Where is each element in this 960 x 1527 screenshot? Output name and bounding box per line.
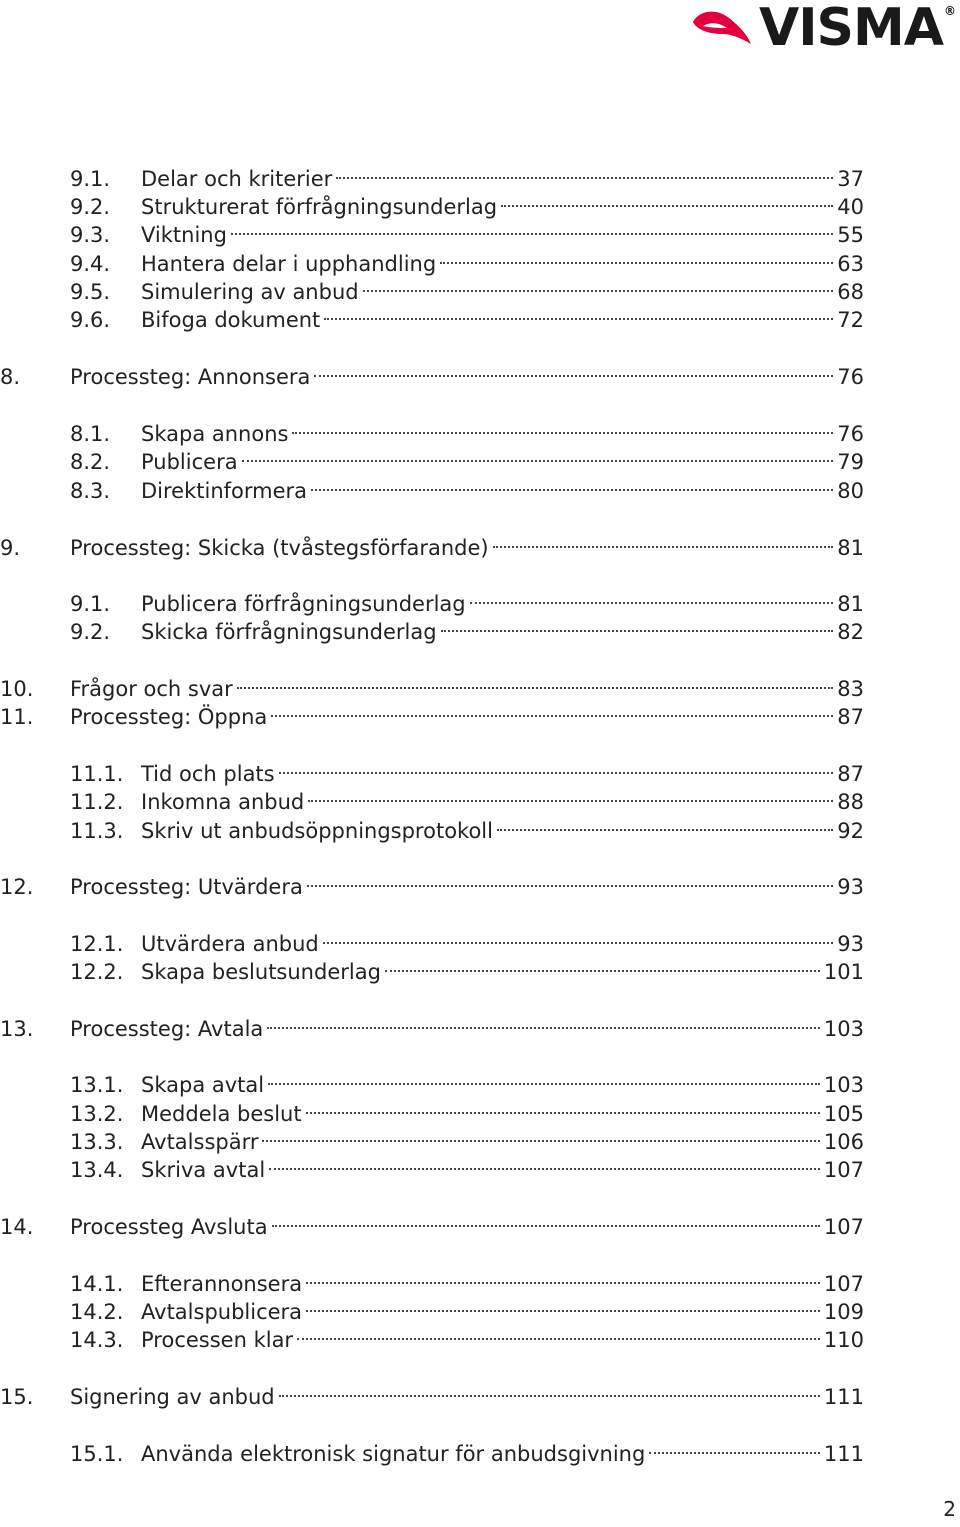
toc-entry-page: 111 [823, 1385, 864, 1409]
toc-entry[interactable] [0, 1376, 864, 1409]
toc-entry-number: 11.2. [70, 790, 124, 814]
toc-entry-title: Efterannonsera [141, 1272, 303, 1296]
toc-entry-title: Processteg: Utvärdera [70, 875, 303, 899]
toc-entry-title: Direktinformera [141, 479, 308, 503]
toc-entry-number: 15.1. [70, 1442, 124, 1466]
toc-entry-number: 8. [0, 365, 21, 389]
toc-entry-title: Viktning [141, 223, 227, 247]
toc-dot-leader [497, 810, 833, 838]
toc-dot-leader [269, 1149, 820, 1177]
toc-entry-number: 12. [0, 875, 34, 899]
toc-entry-page: 55 [837, 223, 864, 247]
toc-entry-page: 109 [823, 1300, 864, 1324]
toc-entry-page: 76 [837, 365, 864, 389]
toc-dot-leader [279, 1376, 820, 1404]
toc-entry-title: Meddela beslut [141, 1102, 302, 1126]
toc-entry-number: 13.1. [70, 1073, 124, 1097]
toc-entry-page: 107 [823, 1272, 864, 1296]
toc-dot-leader [242, 441, 834, 469]
toc-entry-number: 14. [0, 1215, 34, 1239]
toc-entry-number: 9.6. [70, 308, 111, 332]
toc-dot-leader [307, 866, 833, 894]
toc-dot-leader [306, 1291, 820, 1319]
toc-entry-page: 107 [823, 1158, 864, 1182]
toc-dot-leader [267, 1008, 820, 1036]
toc-entry-title: Processteg: Annonsera [70, 365, 311, 389]
toc-entry-title: Processteg Avsluta [70, 1215, 268, 1239]
toc-entry-page: 82 [837, 620, 864, 644]
toc-entry-number: 9.5. [70, 280, 111, 304]
toc-entry[interactable] [0, 1206, 864, 1239]
toc-dot-leader [470, 583, 834, 611]
toc-dot-leader [279, 753, 834, 781]
toc-entry[interactable] [70, 214, 864, 247]
toc-entry-page: 101 [823, 960, 864, 984]
toc-entry-title: Inkomna anbud [141, 790, 305, 814]
toc-entry-page: 68 [837, 280, 864, 304]
toc-entry-number: 9.2. [70, 620, 111, 644]
toc-entry[interactable] [70, 243, 864, 276]
toc-entry[interactable] [70, 299, 864, 332]
toc-entry-page: 107 [823, 1215, 864, 1239]
toc-entry-page: 87 [837, 762, 864, 786]
toc-entry-page: 93 [837, 932, 864, 956]
toc-dot-leader [306, 1263, 820, 1291]
toc-entry-title: Skriv ut anbudsöppningsprotokoll [141, 819, 493, 843]
toc-entry[interactable] [70, 158, 864, 191]
toc-entry-title: Processteg: Skicka (tvåstegsförfarande) [70, 536, 489, 560]
toc-entry-number: 12.1. [70, 932, 124, 956]
toc-entry-number: 8.2. [70, 450, 111, 474]
toc-entry-number: 9. [0, 536, 21, 560]
toc-entry-title: Skapa avtal [141, 1073, 265, 1097]
toc-entry-number: 11.3. [70, 819, 124, 843]
toc-entry[interactable] [0, 356, 864, 389]
toc-entry-title: Skriva avtal [141, 1158, 266, 1182]
toc-entry[interactable] [70, 413, 864, 446]
toc-entry-page: 63 [837, 252, 864, 276]
toc-dot-leader [262, 1121, 819, 1149]
toc-entry-number: 9.2. [70, 195, 111, 219]
toc-entry[interactable] [70, 186, 864, 219]
toc-entry[interactable] [70, 1149, 864, 1182]
toc-entry-number: 13. [0, 1017, 34, 1041]
toc-entry[interactable] [0, 668, 864, 701]
toc-entry-title: Publicera [141, 450, 238, 474]
toc-entry[interactable] [70, 583, 864, 616]
toc-entry-page: 103 [823, 1073, 864, 1097]
toc-entry-title: Signering av anbud [70, 1385, 275, 1409]
visma-logo-mark-icon [689, 4, 755, 52]
toc-entry-title: Tid och plats [141, 762, 275, 786]
toc-entry[interactable] [0, 1008, 864, 1041]
toc-entry-title: Använda elektronisk signatur för anbudsgivning [141, 1442, 646, 1466]
toc-entry[interactable] [70, 753, 864, 786]
toc-entry-number: 9.3. [70, 223, 111, 247]
toc-entry-number: 11. [0, 705, 34, 729]
toc-entry-number: 15. [0, 1385, 34, 1409]
toc-entry-page: 110 [823, 1328, 864, 1352]
toc-entry-page: 37 [837, 167, 864, 191]
toc-entry-page: 92 [837, 819, 864, 843]
toc-entry-number: 12.2. [70, 960, 124, 984]
toc-entry-number: 9.4. [70, 252, 111, 276]
toc-entry-number: 14.3. [70, 1328, 124, 1352]
toc-entry-page: 79 [837, 450, 864, 474]
toc-entry-number: 13.2. [70, 1102, 124, 1126]
toc-entry-number: 10. [0, 677, 34, 701]
toc-dot-leader [441, 611, 834, 639]
toc-entry[interactable] [70, 923, 864, 956]
visma-logo [689, 0, 956, 58]
toc-dot-leader [231, 214, 833, 242]
toc-dot-leader [323, 923, 834, 951]
toc-entry-page: 87 [837, 705, 864, 729]
toc-dot-leader [306, 1093, 820, 1121]
toc-entry-page: 81 [837, 592, 864, 616]
toc-entry-title: Processteg: Avtala [70, 1017, 264, 1041]
toc-entry[interactable] [70, 810, 864, 843]
toc-entry[interactable] [70, 1121, 864, 1154]
toc-dot-leader [297, 1319, 820, 1347]
toc-dot-leader [292, 413, 833, 441]
toc-entry-number: 11.1. [70, 762, 124, 786]
toc-dot-leader [268, 1064, 820, 1092]
toc-entry-number: 14.1. [70, 1272, 124, 1296]
toc-entry-title: Skapa annons [141, 422, 289, 446]
toc-entry[interactable] [70, 1291, 864, 1324]
toc-entry-page: 83 [837, 677, 864, 701]
toc-dot-leader [308, 781, 833, 809]
toc-entry-page: 72 [837, 308, 864, 332]
toc-entry-number: 9.1. [70, 592, 111, 616]
brand-wordmark: VISMA [758, 0, 943, 58]
toc-entry-number: 8.3. [70, 479, 111, 503]
toc-entry-title: Hantera delar i upphandling [141, 252, 437, 276]
toc-dot-leader [311, 470, 833, 498]
toc-entry[interactable] [70, 1064, 864, 1097]
toc-entry[interactable] [70, 271, 864, 304]
toc-entry-title: Skicka förfrågningsunderlag [141, 620, 437, 644]
toc-dot-leader [272, 1206, 820, 1234]
toc-entry-page: 80 [837, 479, 864, 503]
toc-entry[interactable] [70, 1263, 864, 1296]
toc-entry-page: 88 [837, 790, 864, 814]
toc-dot-leader [237, 668, 833, 696]
toc-entry[interactable] [70, 611, 864, 644]
toc-entry-title: Utvärdera anbud [141, 932, 319, 956]
toc-entry-number: 9.1. [70, 167, 111, 191]
toc-entry[interactable] [0, 696, 864, 729]
toc-entry-number: 13.3. [70, 1130, 124, 1154]
toc-entry[interactable] [70, 781, 864, 814]
toc-entry-title: Avtalspublicera [141, 1300, 303, 1324]
toc-entry[interactable] [0, 527, 864, 560]
toc-entry-page: 106 [823, 1130, 864, 1154]
toc-entry-title: Avtalsspärr [141, 1130, 259, 1154]
toc-entry-title: Processteg: Öppna [70, 705, 268, 729]
toc-dot-leader [314, 356, 833, 384]
toc-entry[interactable] [70, 1433, 864, 1466]
toc-entry-number: 13.4. [70, 1158, 124, 1182]
toc-dot-leader [501, 186, 833, 214]
toc-entry[interactable] [70, 1319, 864, 1352]
page-number: 2 [943, 1497, 956, 1521]
toc-dot-leader [440, 243, 833, 271]
registered-mark: ® [944, 4, 956, 18]
toc-entry-title: Publicera förfrågningsunderlag [141, 592, 466, 616]
toc-entry[interactable] [70, 1093, 864, 1126]
toc-dot-leader [649, 1433, 820, 1461]
toc-entry-title: Delar och kriterier [141, 167, 333, 191]
toc-entry[interactable] [70, 470, 864, 503]
toc-entry-page: 76 [837, 422, 864, 446]
toc-entry-title: Bifoga dokument [141, 308, 321, 332]
toc-dot-leader [271, 696, 833, 724]
toc-entry-page: 111 [823, 1442, 864, 1466]
toc-entry-title: Simulering av anbud [141, 280, 359, 304]
toc-dot-leader [363, 271, 834, 299]
toc-entry-number: 8.1. [70, 422, 111, 446]
toc-entry-title: Processen klar [141, 1328, 294, 1352]
toc-entry-page: 103 [823, 1017, 864, 1041]
toc-entry-page: 105 [823, 1102, 864, 1126]
toc-dot-leader [324, 299, 833, 327]
toc-entry-page: 93 [837, 875, 864, 899]
toc-dot-leader [385, 951, 820, 979]
toc-entry[interactable] [0, 866, 864, 899]
toc-entry-title: Strukturerat förfrågningsunderlag [141, 195, 498, 219]
toc-dot-leader [493, 527, 834, 555]
toc-entry-page: 40 [837, 195, 864, 219]
toc-entry-title: Frågor och svar [70, 677, 233, 701]
toc-entry-title: Skapa beslutsunderlag [141, 960, 381, 984]
toc-entry[interactable] [70, 441, 864, 474]
toc-entry[interactable] [70, 951, 864, 984]
toc-entry-page: 81 [837, 536, 864, 560]
toc-dot-leader [336, 158, 833, 186]
toc-entry-number: 14.2. [70, 1300, 124, 1324]
